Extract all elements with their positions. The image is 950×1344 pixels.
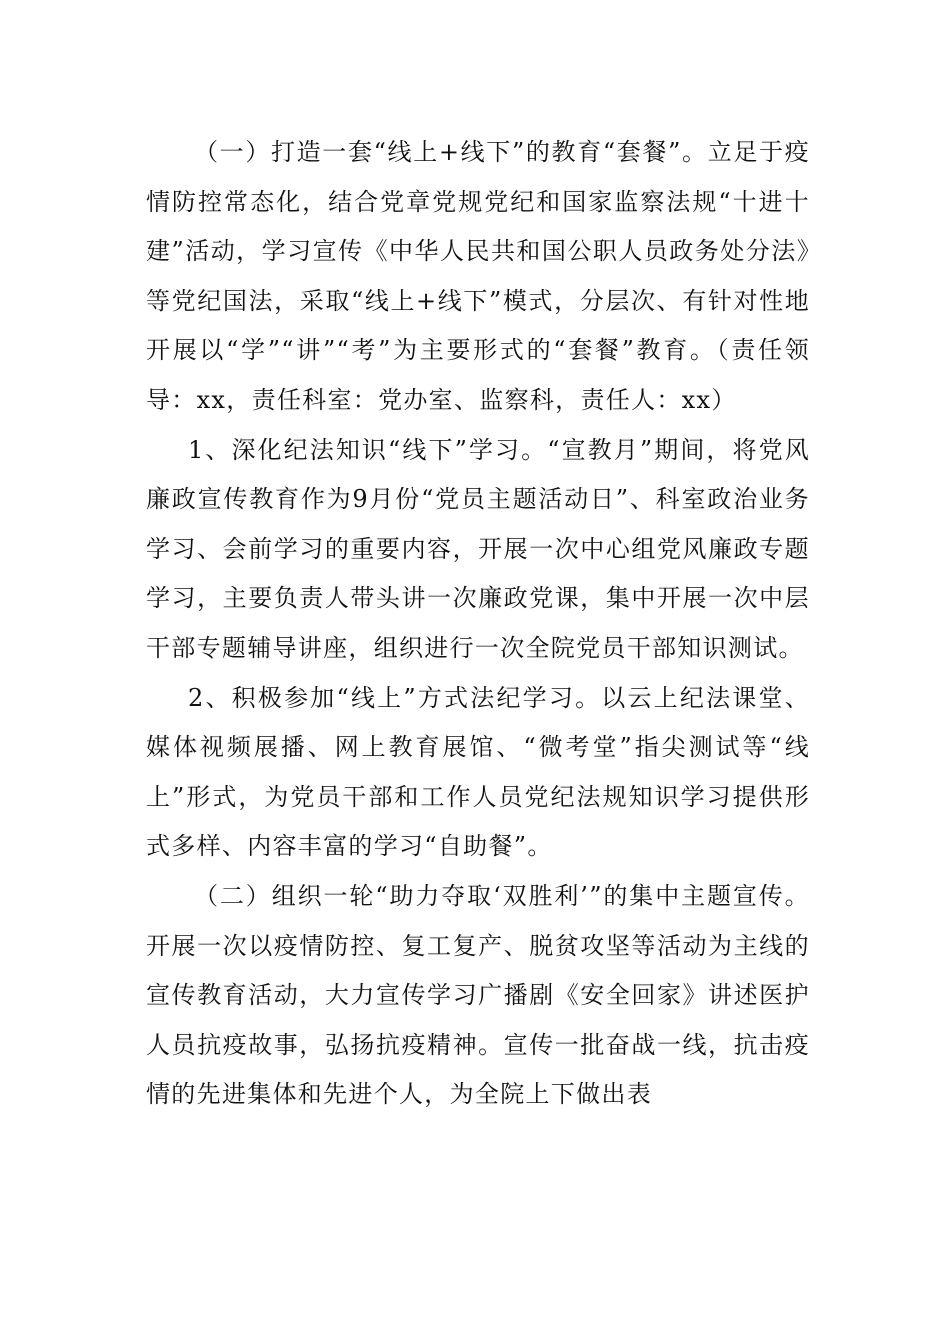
- item-two-paragraph: 2、积极参加“线上”方式法纪学习。以云上纪法课堂、媒体视频展播、网上教育展馆、“微考堂”指尖测试等“线上”形式，为党员干部和工作人员党纪法规知识学习提供形式多样、内容丰富的学习“自助餐”。: [146, 683, 810, 861]
- section-two-paragraph: （二）组织一轮“助力夺取‘双胜利’”的集中主题宣传。开展一次以疫情防控、复工复产、脱贫攻坚等活动为主线的宣传教育活动，大力宣传学习广播剧《安全回家》讲述医护人员抗疫故事，弘扬抗疫精神。宣传一批奋战一线，抗击疫情的先进集体和先进个人，为全院上下做出表: [146, 881, 810, 1109]
- section-one-paragraph: （一）打造一套“线上+线下”的教育“套餐”。立足于疫情防控常态化，结合党章党规党纪和国家监察法规“十进十建”活动，学习宣传《中华人民共和国公职人员政务处分法》等党纪国法，采取“线上+线下”模式，分层次、有针对性地开展以“学”“讲”“考”为主要形式的“套餐”教育。（责任领导：xx，责任科室：党办室、监察科，责任人：xx）: [146, 138, 810, 414]
- item-one-paragraph: 1、深化纪法知识“线下”学习。“宣教月”期间，将党风廉政宣传教育作为9月份“党员主题活动日”、科室政治业务学习、会前学习的重要内容，开展一次中心组党风廉政专题学习，主要负责人带头讲一次廉政党课，集中开展一次中层干部专题辅导讲座，组织进行一次全院党员干部知识测试。: [146, 435, 810, 662]
- document-body: [146, 128, 810, 1120]
